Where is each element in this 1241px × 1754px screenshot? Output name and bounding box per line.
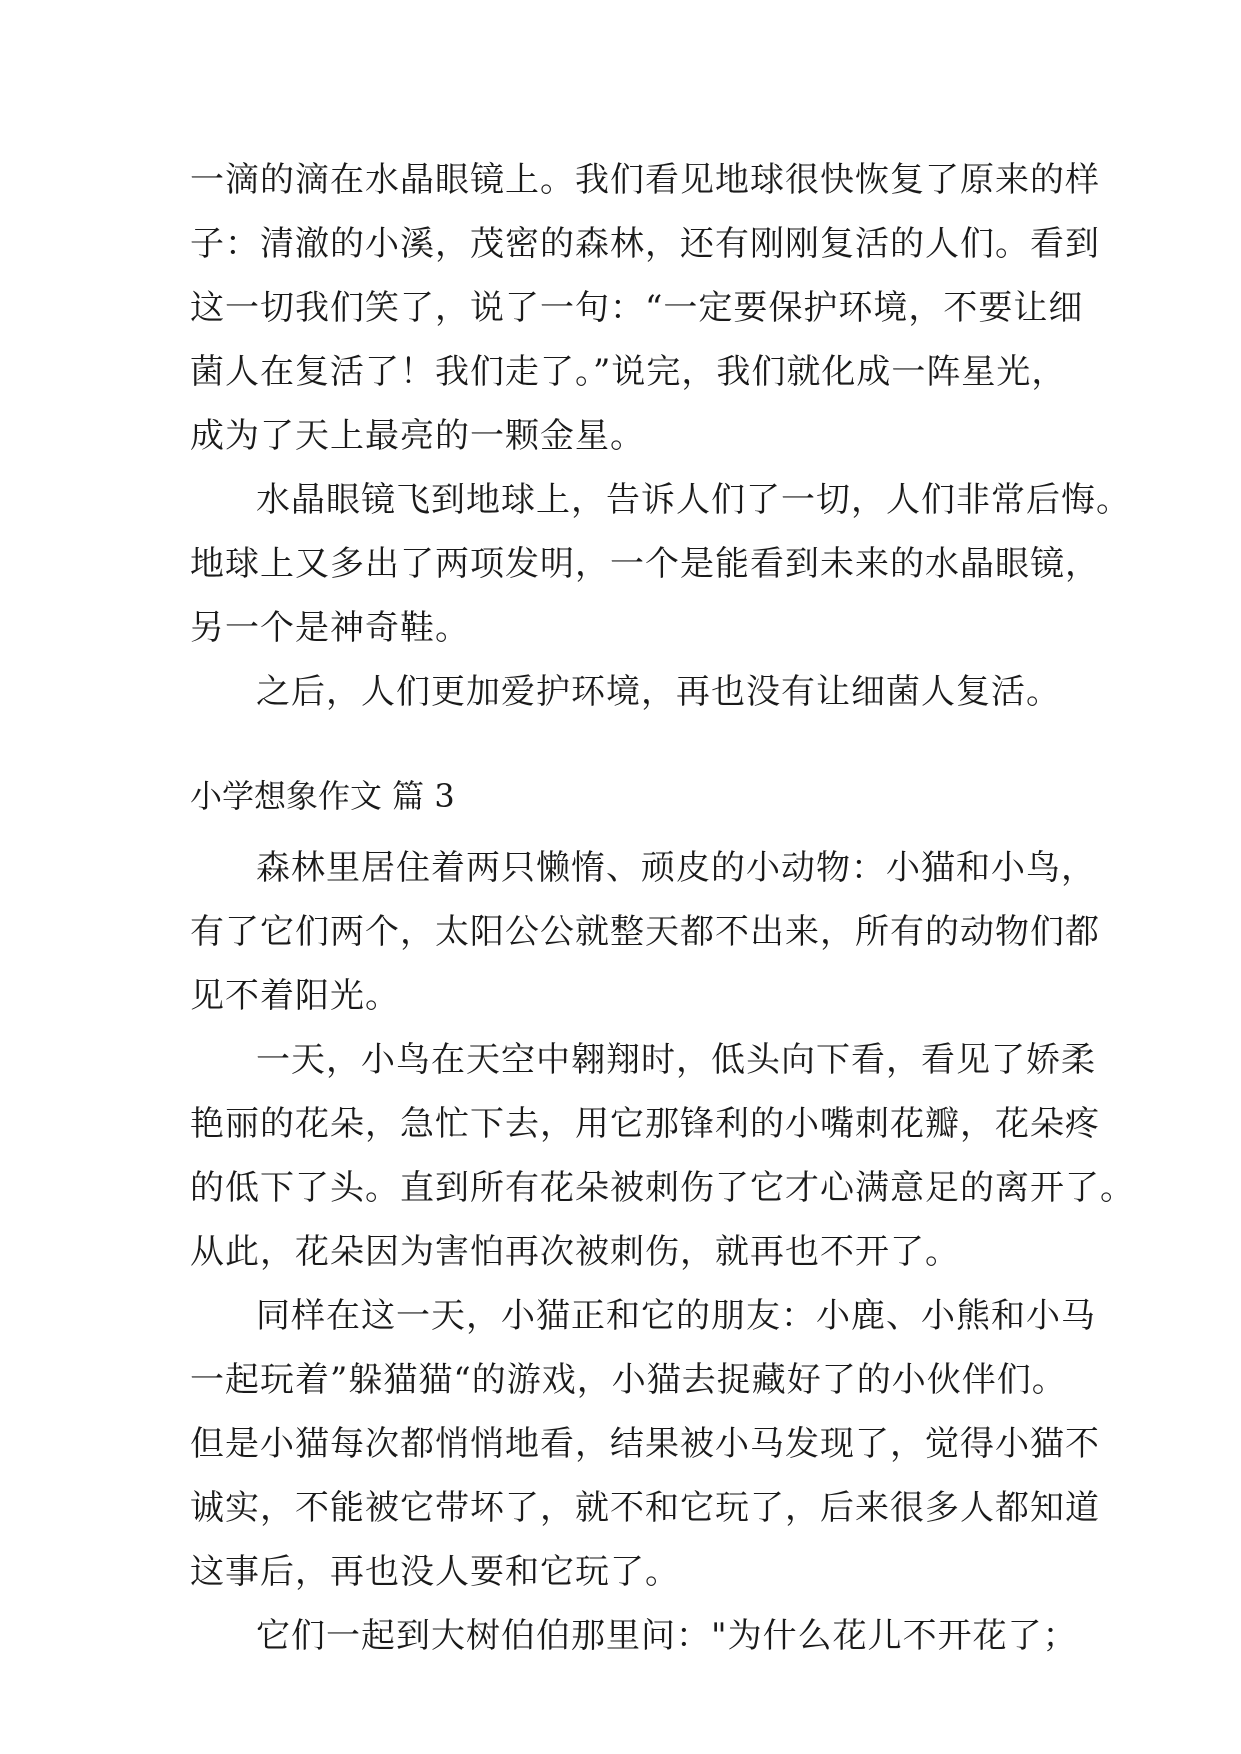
text-line: 森林里居住着两只懒惰、顽皮的小动物：小猫和小鸟， bbox=[256, 848, 1096, 888]
section-heading: 小学想象作文 篇 3 bbox=[190, 777, 455, 815]
text-line: 一滴的滴在水晶眼镜上。我们看见地球很快恢复了原来的样 bbox=[190, 160, 1100, 200]
text-line: 同样在这一天，小猫正和它的朋友：小鹿、小熊和小马 bbox=[256, 1296, 1096, 1336]
text-line: 地球上又多出了两项发明，一个是能看到未来的水晶眼镜， bbox=[190, 544, 1100, 584]
text-line: 但是小猫每次都悄悄地看，结果被小马发现了，觉得小猫不 bbox=[190, 1424, 1100, 1464]
text-line: 成为了天上最亮的一颗金星。 bbox=[190, 416, 645, 456]
text-line: 菌人在复活了！我们走了。”说完，我们就化成一阵星光， bbox=[190, 352, 1067, 392]
text-line: 一起玩着”躲猫猫“的游戏，小猫去捉藏好了的小伙伴们。 bbox=[190, 1360, 1067, 1400]
text-line: 另一个是神奇鞋。 bbox=[190, 608, 470, 648]
text-line: 之后，人们更加爱护环境，再也没有让细菌人复活。 bbox=[256, 672, 1061, 712]
text-line: 一天，小鸟在天空中翱翔时，低头向下看，看见了娇柔 bbox=[256, 1040, 1096, 1080]
text-line: 艳丽的花朵，急忙下去，用它那锋利的小嘴刺花瓣，花朵疼 bbox=[190, 1104, 1100, 1144]
text-line: 从此，花朵因为害怕再次被刺伤，就再也不开了。 bbox=[190, 1232, 960, 1272]
text-line: 它们一起到大树伯伯那里问："为什么花儿不开花了； bbox=[256, 1616, 1078, 1656]
text-line: 子：清澈的小溪，茂密的森林，还有刚刚复活的人们。看到 bbox=[190, 224, 1100, 264]
text-line: 有了它们两个，太阳公公就整天都不出来，所有的动物们都 bbox=[190, 912, 1100, 952]
text-line: 这事后，再也没人要和它玩了。 bbox=[190, 1552, 680, 1592]
text-line: 诚实，不能被它带坏了，就不和它玩了，后来很多人都知道 bbox=[190, 1488, 1100, 1528]
text-line: 见不着阳光。 bbox=[190, 976, 400, 1016]
text-line: 这一切我们笑了，说了一句：“一定要保护环境，不要让细 bbox=[190, 288, 1084, 328]
text-line: 水晶眼镜飞到地球上，告诉人们了一切，人们非常后悔。 bbox=[256, 480, 1131, 520]
text-line: 的低下了头。直到所有花朵被刺伤了它才心满意足的离开了。 bbox=[190, 1168, 1135, 1208]
